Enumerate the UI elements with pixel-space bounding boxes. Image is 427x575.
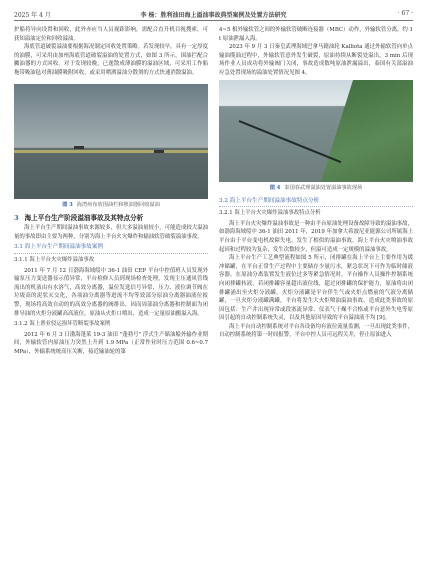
boat xyxy=(74,146,84,149)
running-title: 李 杨：胜利油田海上溢油事故典型案例及处置方法研究 xyxy=(140,12,287,19)
page-number: · 67 · xyxy=(397,10,413,17)
right-column xyxy=(219,26,413,340)
subsection-heading: 3.1 海上平台生产期间溢油事故案例 xyxy=(14,243,208,254)
hose-line xyxy=(239,120,342,163)
subsection-heading: 3.2 海上平台生产期间溢油事故特点分析 xyxy=(219,197,413,208)
issue-date: 2025 年 4 月 xyxy=(14,12,51,19)
subsubsection-heading: 3.2.1 海上平台火灾爆炸溢油事故特点分析 xyxy=(219,210,321,217)
left-column xyxy=(14,26,208,356)
paragraph: 海上平台生产工艺典型流程如图 5 所示，闭排罐在海上平台上主要作用为缓冲储罐，在平台正常生产过程中主要储存少量污水，紧急状况下可作为临时储液容器。在原油分离装置发生液位过多等紧急情况时，平台操作人员操作控制系统向闭排罐转液，若闭排罐容量超出液位线，超过闭排罐的保护能力，原油将由闭排罐涌出至火炬分液罐，火炬分液罐是平台伴生气或火炬点燃前的气液分离储罐，一旦火炬分液罐满罐，平台将发生大火炬喷油溢油事故。造成此类事故的原因包括：生产井出现异常或段塞流异常、仪表气干燥不合格或平台意外失电等原因引起的自动控制系统失灵，以及其他原因导致的平台溢油液不均 [9]。 xyxy=(219,255,413,322)
section-heading: 3 海上平台生产阶段溢油事故及其特点分析 xyxy=(14,213,144,222)
paragraph: 护船将导向设置和回收，此外亦应当人员视距影响，需配合直升机目视搜索，可获知溢油定位和回收溢油。 xyxy=(14,27,208,42)
paragraph: 2012 年 6 月 3 日渤海蓬莱 19-3 油田 "蓬勃号" 浮式生产储油船外输作业期间，外输软管内原油压力突然上升到 1.9 MPa（正常作业时压力范围 0.6~0.7 MPa），外输系统统高压关断，接近输油轮的第 xyxy=(14,331,208,355)
figure-3-photo xyxy=(14,84,208,199)
paragraph: 海底管道破裂溢油要根据海况制定回收处置策略。若发现较早，具有一定厚度的油膜，可采用由加州海底管道破裂溢油的处置方式，如图 3 所示，围油拦配合撇油器的方式回收。对于发现较晚，已逸散成薄油膜的溢油区域，可采用工作船拖带吸油毡对薄油膜吸附回收，或采用喷洒溢油分散剂的方式快速消散溢油。 xyxy=(14,44,208,76)
subsubsection-heading: 3.1.1 海上平台火灾爆炸溢油事故 xyxy=(14,256,95,263)
header-rule xyxy=(14,20,413,21)
figure-3 xyxy=(14,84,208,209)
figure-3-caption: 图 3 海湾州布放围油栏和喷油器回收溢油 xyxy=(62,201,160,208)
subsubsection-heading: 3.1.2 海上渔业驳运损坏管断裂事故案例 xyxy=(14,321,111,328)
paragraph: 2023 年 9 月 3 日秦皇武理海域巴拿马籍油轮 Kalliota 通过外输软管向单点输油缆油过程中，外输软管意外发生破裂，原油持续从断裂处溢出，3 min 后现场作业人员成功将外输阀门关闭，事故造成数吨原油泄漏溢出，泰国有关部溢油应急处置现场的溢油处置情况见图 4。 xyxy=(219,44,413,76)
oil-boom xyxy=(14,150,208,153)
figure-4-caption: 图 4 泰国春武理溢油处置溢油事故现场 xyxy=(269,184,363,191)
boat xyxy=(154,150,164,153)
paragraph: 2011 年 7 月 12 日渤海海域绥中 36-1 油田 CEP 平台中控值班人员发现外输泵压力变送器显示值异常，平台检修人员到现场检查处理，发现主压通风管线流出的机液由有水溶气，高效分离器，溢位发选信号异常，压力、液位调节阀在垃圾高的泥状灭交化，各项油分离器等进流不均等效部分原油分离器油液位报警，现场将高效自动的的高效分离器的阀排出，因而周部油分离器和控制面为闭排导油的火炬分液罐高高液位，原油从火炬口喷出，造成一定量原油搬溢入海。 xyxy=(14,267,208,317)
paragraph: 4~5 根外输软管之间的外输软管破断连接器（MBC）动作，外输软管分离，约 1 t 原油泄漏入海。 xyxy=(219,27,413,42)
paragraph: 海上平台生产期间溢油事故来源较多，但大多溢油量较小，可能造成较大溢油量的事故即由主要为两种，分别为海上平台火灾爆炸和输油软管破裂溢油事故。 xyxy=(14,225,208,240)
paragraph: 海上平台自动控制系统对平台各设备均有液位流量监测，一旦出现此类事件，自动控制系统将第一时间报警，平台中控人员可远程关井，停止原油进入 xyxy=(219,323,413,339)
figure-4 xyxy=(219,80,413,192)
paragraph: 海上平台火灾爆炸溢油事故是一种由平台原油处理设备故障导致的溢油事故，如渤海海域绥中 36-1 油田 2011 年，2019 年加拿大希波尼亚能源公司所属海上平台由于平台变电机故障失电，发生了相似的溢油事故。海上平台火灾喷油事故起因和过程较为复杂，发生次数较少，但溢可造成一定规模的溢油事故。 xyxy=(219,220,413,253)
figure-4-photo xyxy=(219,80,413,182)
ship-deck xyxy=(321,80,413,182)
